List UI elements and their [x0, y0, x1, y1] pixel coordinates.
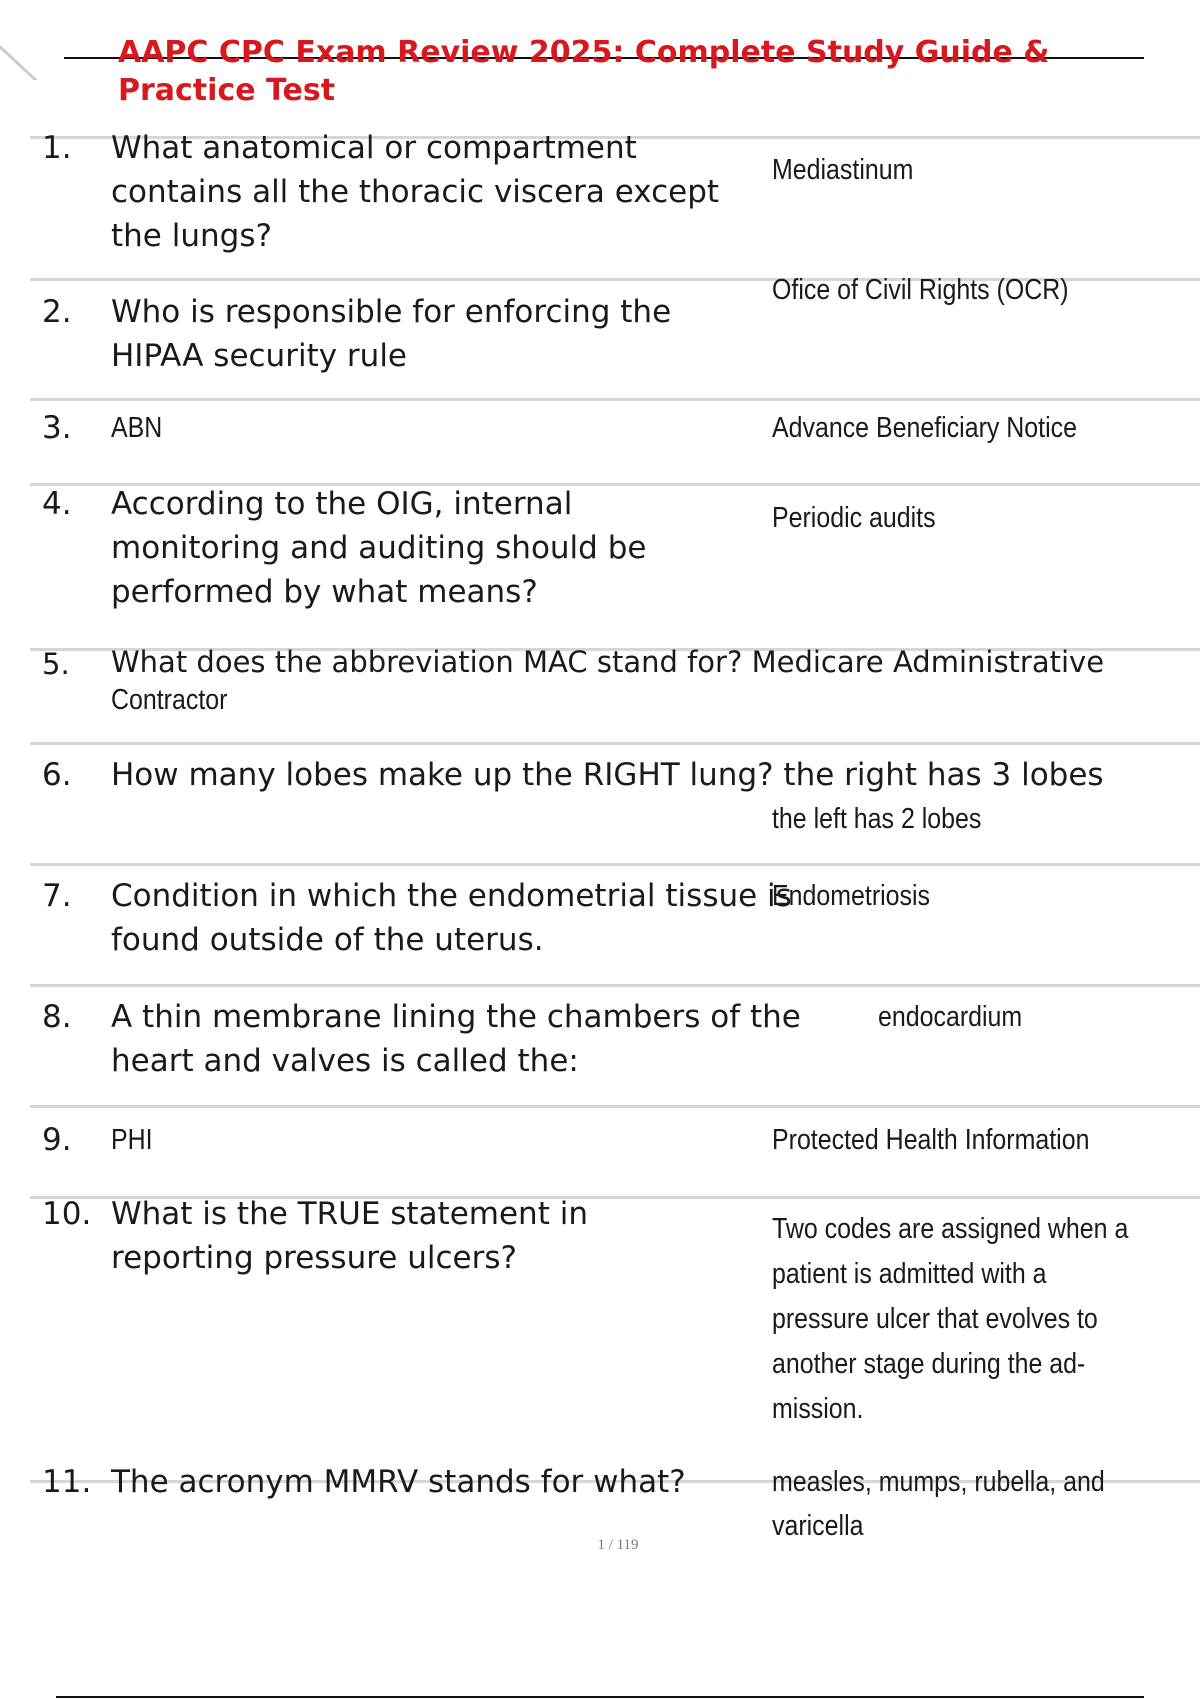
answer-text: Periodic audits: [772, 502, 936, 534]
title-line-2: Practice Test: [118, 73, 336, 108]
question-text: Condition in which the endometrial tissue is found outside of the uterus.: [111, 878, 792, 958]
question-number: 9.: [42, 1122, 72, 1158]
question-text: What is the TRUE statement in reporting pressure ulcers?: [111, 1196, 588, 1276]
question-text: A thin membrane lining the chambers of the heart and valves is called the:: [111, 999, 801, 1079]
page-number: 1 / 119: [597, 1537, 639, 1553]
question-text: According to the OIG, internal monitoring and auditing should be performed by what means?: [111, 486, 647, 610]
row-divider: [30, 984, 1200, 987]
question-text: What anatomical or compartment contains all the thoracic viscera except the lungs?: [111, 130, 720, 254]
answer-text: measles, mumps, rubella, and varicella: [772, 1466, 1105, 1542]
question-number: 6.: [42, 757, 72, 793]
question-number: 5.: [42, 647, 70, 681]
footer-rule: [56, 1696, 1144, 1698]
question-text: PHI: [111, 1124, 153, 1156]
answer-text: Advance Beneficiary Notice: [772, 412, 1077, 444]
title-line-1: AAPC CPC Exam Review 2025: Complete Study Guide &: [118, 35, 1050, 70]
question-number: 4.: [42, 486, 72, 522]
row-divider: [30, 863, 1200, 866]
answer-text: Contractor: [111, 684, 228, 716]
row-divider: [30, 742, 1200, 745]
question-text: What does the abbreviation MAC stand for? Medicare Administrative: [111, 645, 1105, 679]
question-number: 1.: [42, 130, 72, 166]
page-corner-fold: [0, 0, 80, 80]
question-text: How many lobes make up the RIGHT lung? the right has 3 lobes: [111, 757, 1104, 793]
document-title: [118, 34, 1118, 110]
answer-text: Ofice of Civil Rights (OCR): [772, 274, 1069, 306]
question-number: 11.: [42, 1464, 92, 1500]
row-divider: [30, 1105, 1200, 1108]
question-number: 2.: [42, 294, 72, 330]
question-text: Who is responsible for enforcing the HIPAA security rule: [111, 294, 672, 374]
answer-text: Endometriosis: [772, 880, 931, 912]
question-number: 7.: [42, 878, 72, 914]
question-text: The acronym MMRV stands for what?: [111, 1464, 686, 1500]
answer-text: endocardium: [878, 1001, 1023, 1033]
question-number: 8.: [42, 999, 72, 1035]
answer-text: the left has 2 lobes: [772, 803, 982, 835]
answer-text: Mediastinum: [772, 154, 914, 186]
question-number: 3.: [42, 410, 72, 446]
question-number: 10.: [42, 1196, 92, 1232]
answer-text: Protected Health Information: [772, 1124, 1090, 1156]
answer-text: Two codes are assigned when a patient is admitted with a pressure ulcer that evolves to another stage during the ad-mission.: [772, 1213, 1129, 1425]
row-divider: [30, 398, 1200, 401]
question-text: ABN: [111, 412, 163, 444]
